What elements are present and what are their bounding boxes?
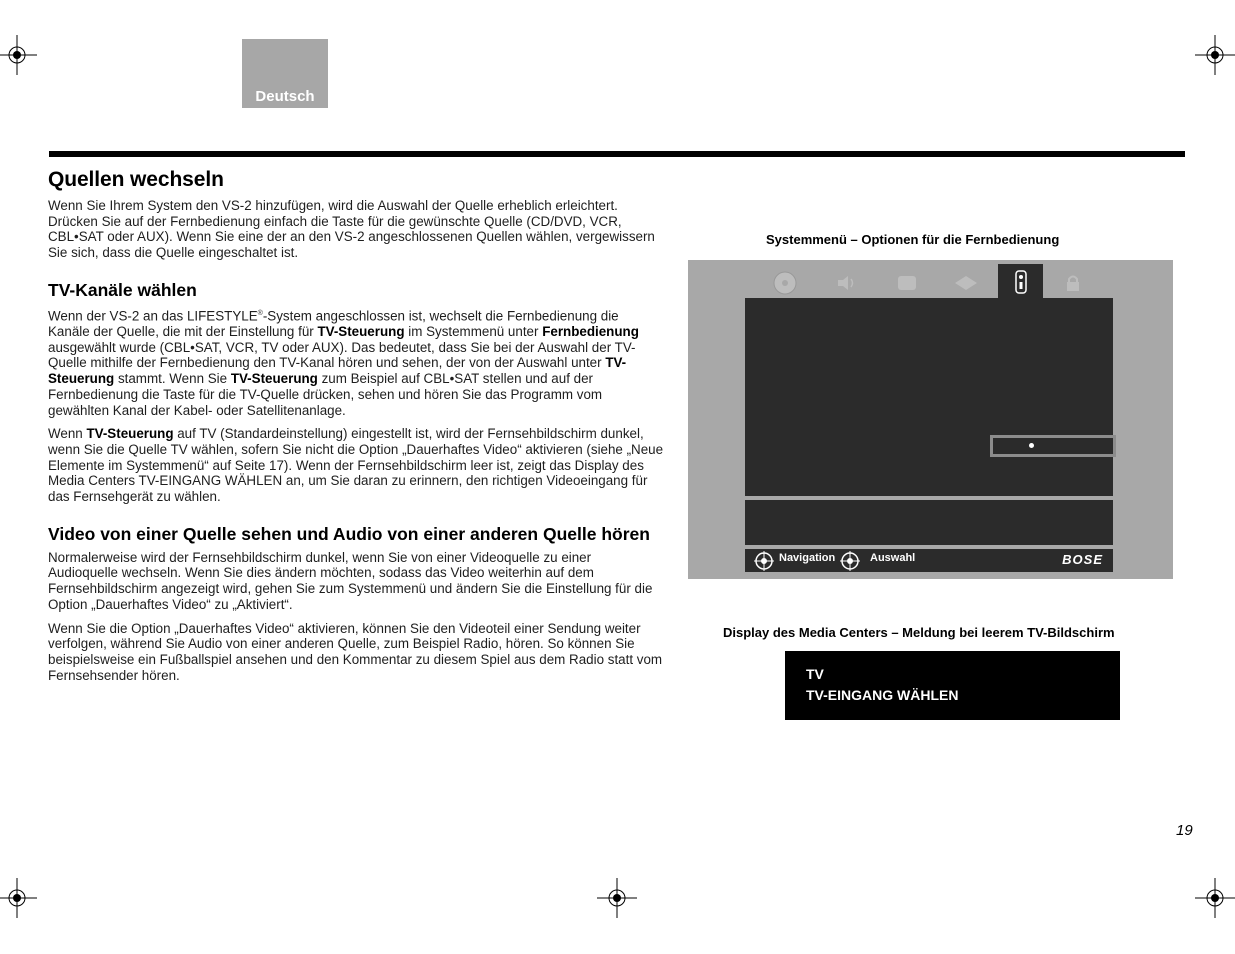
lock-icon	[1058, 268, 1088, 298]
display-line-2: TV-EINGANG WÄHLEN	[806, 687, 959, 703]
section1-paragraph-1: Wenn der VS-2 an das LIFESTYLE®-System angeschlossen ist, wechselt die Fernbedienung die Kanäle der Quelle, die mit der Einstellung für TV-Steuerung im Systemmenü unter Fernbedienung ausgewählt wurde (CBL•SAT, VCR, TV oder AUX). Das bedeutet, dass Sie bei der Auswahl der TV-Quelle mithilfe der Fernbedienung den TV-Kanal hören und sehen, der von der Auswahl unter TV-Steuerung stammt. Wenn Sie TV-Steuerung zum Beispiel auf CBL•SAT stellen und auf der Fernbedienung die Taste für die TV-Quelle drücken, sehen und hören Sie das Programm vom gewählten Kanal der Kabel- oder Satellitenanlage.	[48, 308, 639, 418]
section-heading-tv-channels: TV-Kanäle wählen	[48, 279, 197, 300]
registration-mark-bottom-left	[0, 878, 37, 918]
section-heading-video-audio: Video von einer Quelle sehen und Audio von einer anderen Quelle hören	[48, 523, 650, 544]
bose-logo: BOSE	[1062, 552, 1103, 567]
display-line-1: TV	[806, 666, 824, 682]
intro-paragraph: Wenn Sie Ihrem System den VS-2 hinzufügen, wird die Auswahl der Quelle erheblich erleichtert. Drücken Sie auf der Fernbedienung einfach die Taste für die gewünschte Quelle (CD/DVD, VCR, CBL•SAT oder AUX). Wenn Sie eine der an den VS-2 angeschlossenen Quellen wählen, vergewissern Sie sich, dass die Quelle eingeschaltet ist.	[48, 198, 655, 261]
main-text-column	[48, 168, 664, 683]
navigation-pad-icon	[754, 551, 774, 571]
registration-mark-bottom-center	[597, 878, 637, 918]
page-number: 19	[1176, 822, 1193, 839]
screen-icon	[892, 268, 922, 298]
registration-mark-top-left	[0, 35, 37, 75]
tab-remote-active[interactable]	[998, 264, 1043, 300]
selection-dot	[1029, 443, 1034, 448]
device-icon	[951, 268, 981, 298]
select-pad-icon	[840, 551, 860, 571]
menu-message-area	[745, 500, 1113, 545]
speaker-icon	[832, 268, 862, 298]
menu-content-area	[745, 298, 1113, 496]
page-title: Quellen wechseln	[48, 168, 224, 191]
section2-paragraph-1: Normalerweise wird der Fernsehbildschirm dunkel, wenn Sie von einer Videoquelle zu einer Audioquelle wechseln. Wenn Sie dies ändern möchten, sodass das Video weiterhin auf dem Fernsehbildschirm angezeigt wird, gehen Sie zum Systemmenü und ändern Sie die Einstellung für die Option „Dauerhaftes Video“ zu „Aktiviert“.	[48, 549, 653, 612]
select-label: Auswahl	[870, 552, 916, 564]
figure1-caption: Systemmenü – Optionen für die Fernbedienung	[766, 232, 1060, 247]
section1-paragraph-2: Wenn TV-Steuerung auf TV (Standardeinstellung) eingestellt ist, wird der Fernsehbildschirm dunkel, wenn Sie die Quelle TV wählen, sofern Sie nicht die Option „Dauerhaftes Video“ aktivieren (siehe „Neue Elemente im Systemmenü“ auf Seite 17). Wenn der Fernsehbildschirm leer ist, zeigt das Display des Media Centers TV-EINGANG WÄHLEN an, um Sie daran zu erinnern, den richtigen Videoeingang für das Fernsehgerät zu wählen.	[48, 426, 664, 505]
registration-mark-bottom-right	[1195, 878, 1235, 918]
header-rule	[49, 151, 1185, 157]
media-center-display	[785, 651, 1120, 720]
remote-icon	[1014, 270, 1028, 294]
system-menu-screenshot	[688, 260, 1173, 579]
setting-field[interactable]	[990, 435, 1116, 457]
disc-icon	[770, 268, 800, 298]
registration-mark-top-right	[1195, 35, 1235, 75]
section2-paragraph-2: Wenn Sie die Option „Dauerhaftes Video“ aktivieren, können Sie den Videoteil einer Sendung weiter verfolgen, während Sie Audio von einer anderen Quelle, zum Beispiel Radio, hören. So können Sie beispielsweise ein Fußballspiel ansehen und den Kommentar zu diesem Spiel aus dem Radio statt vom Fernsehsender hören.	[48, 620, 663, 683]
menu-bottom-bar	[745, 549, 1113, 572]
language-tab: Deutsch	[242, 39, 328, 108]
navigation-label: Navigation	[779, 552, 836, 564]
figure2-caption: Display des Media Centers – Meldung bei leerem TV-Bildschirm	[723, 625, 1115, 640]
